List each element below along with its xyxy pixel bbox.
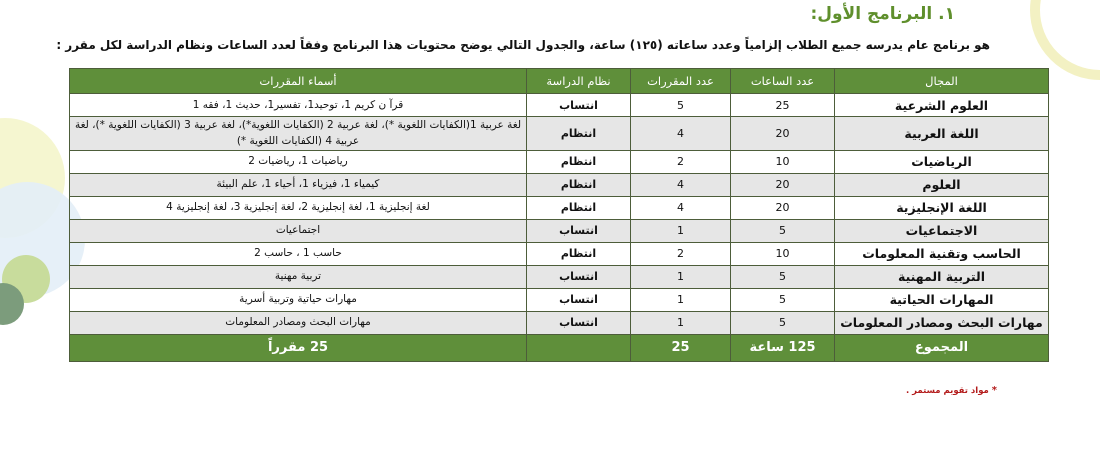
table-total-row: [70, 334, 1049, 361]
footnote: [906, 385, 997, 396]
row-study-system: انتظام: [527, 117, 631, 151]
row-field: اللغة العربية: [835, 117, 1049, 151]
row-study-system: انتظام: [527, 196, 631, 219]
footnote-text: مواد تقويم مستمر .: [905, 386, 989, 396]
row-course-names: كيمياء 1، فيزياء 1، أحياء 1، علم البيئة: [70, 173, 527, 196]
row-course-names: مهارات البحث ومصادر المعلومات: [70, 311, 527, 334]
row-course-names: رياضيات 1، رياضيات 2: [70, 150, 527, 173]
footnote-star: *: [991, 385, 997, 396]
row-study-system: انتساب: [527, 219, 631, 242]
row-course-names: لغة عربية 1(الكفايات اللغوية *)، لغة عربية 2 (الكفايات اللغوية*)، لغة عربية 3 (الكفايات اللغوية *)، لغة عربية 4 (الكفايات اللغوية *): [70, 117, 527, 151]
row-field: الرياضيات: [835, 150, 1049, 173]
header-field: المجال: [835, 69, 1049, 94]
row-course-names: حاسب 1 ، حاسب 2: [70, 242, 527, 265]
table-row: [70, 311, 1049, 334]
header-course-names: أسماء المقررات: [70, 69, 527, 94]
table-row: [70, 219, 1049, 242]
row-field: التربية المهنية: [835, 265, 1049, 288]
total-study-system: [527, 334, 631, 361]
row-study-system: انتظام: [527, 242, 631, 265]
row-course-count: 4: [631, 196, 731, 219]
total-course-count: 25: [631, 334, 731, 361]
row-hours: 20: [731, 117, 835, 151]
row-hours: 20: [731, 196, 835, 219]
row-course-count: 1: [631, 219, 731, 242]
row-hours: 10: [731, 150, 835, 173]
table-row: [70, 196, 1049, 219]
row-hours: 5: [731, 311, 835, 334]
row-field: اللغة الإنجليزية: [835, 196, 1049, 219]
total-label: المجموع: [835, 334, 1049, 361]
header-study-system: نظام الدراسة: [527, 69, 631, 94]
row-hours: 25: [731, 94, 835, 117]
header-course-count: عدد المقررات: [631, 69, 731, 94]
table-row: [70, 117, 1049, 151]
row-course-count: 1: [631, 288, 731, 311]
row-course-count: 2: [631, 242, 731, 265]
row-study-system: انتظام: [527, 150, 631, 173]
table-row: [70, 173, 1049, 196]
row-field: الحاسب وتقنية المعلومات: [835, 242, 1049, 265]
row-course-count: 5: [631, 94, 731, 117]
row-study-system: انتظام: [527, 173, 631, 196]
table-row: [70, 94, 1049, 117]
row-hours: 5: [731, 219, 835, 242]
row-course-count: 1: [631, 311, 731, 334]
row-hours: 5: [731, 288, 835, 311]
row-hours: 5: [731, 265, 835, 288]
row-study-system: انتساب: [527, 311, 631, 334]
row-course-count: 4: [631, 117, 731, 151]
row-hours: 20: [731, 173, 835, 196]
row-study-system: انتساب: [527, 288, 631, 311]
row-course-names: لغة إنجليزية 1، لغة إنجليزية 2، لغة إنجليزية 3، لغة إنجليزية 4: [70, 196, 527, 219]
row-course-count: 4: [631, 173, 731, 196]
row-course-names: تربية مهنية: [70, 265, 527, 288]
row-course-names: مهارات حياتية وتربية أسرية: [70, 288, 527, 311]
row-study-system: انتساب: [527, 265, 631, 288]
header-hours: عدد الساعات: [731, 69, 835, 94]
row-hours: 10: [731, 242, 835, 265]
row-course-count: 1: [631, 265, 731, 288]
row-study-system: انتساب: [527, 94, 631, 117]
row-field: الاجتماعيات: [835, 219, 1049, 242]
row-field: العلوم: [835, 173, 1049, 196]
row-field: العلوم الشرعية: [835, 94, 1049, 117]
total-course-names: 25 مقرراً: [70, 334, 527, 361]
row-course-count: 2: [631, 150, 731, 173]
table-row: [70, 150, 1049, 173]
table-row: [70, 242, 1049, 265]
row-field: المهارات الحياتية: [835, 288, 1049, 311]
intro-paragraph: هو برنامج عام يدرسه جميع الطلاب إلزامياً وعدد ساعاته (١٢٥) ساعة، والجدول التالي يوضح محتويات هذا البرنامج وفقاً لعدد الساعات ونظام الدراسة لكل مقرر :: [56, 38, 990, 52]
total-hours: 125 ساعة: [731, 334, 835, 361]
table-row: [70, 288, 1049, 311]
table-header-row: [70, 69, 1049, 94]
program-table: [69, 68, 1049, 362]
table-row: [70, 265, 1049, 288]
row-field: مهارات البحث ومصادر المعلومات: [835, 311, 1049, 334]
row-course-names: اجتماعيات: [70, 219, 527, 242]
section-heading: ١. البرنامج الأول:: [810, 4, 955, 24]
row-course-names: قرآ ن كريم 1، توحيد1، تفسير1، حديث 1، فقه 1: [70, 94, 527, 117]
